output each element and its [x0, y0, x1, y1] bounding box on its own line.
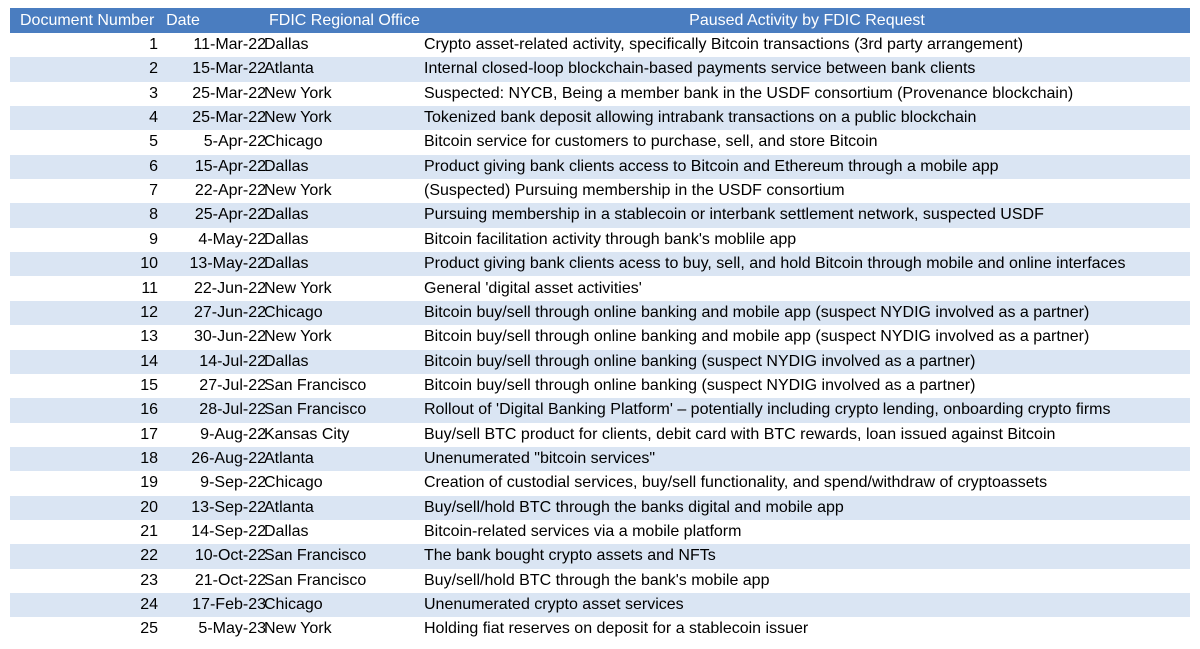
table-header — [10, 8, 1190, 33]
table-row — [10, 544, 1190, 568]
document-number-cell: 10 — [140, 255, 158, 273]
date-cell: 25-Mar-22 — [192, 84, 266, 102]
regional-office-cell: Dallas — [264, 206, 309, 224]
paused-activity-cell: Buy/sell/hold BTC through the banks digital and mobile app — [424, 498, 844, 516]
date-cell: 22-Jun-22 — [193, 279, 266, 297]
date-cell: 14-Jul-22 — [199, 352, 266, 370]
regional-office-cell: Dallas — [264, 255, 309, 273]
regional-office-cell: New York — [264, 620, 332, 638]
paused-activity-cell: Creation of custodial services, buy/sell functionality, and spend/withdraw of cryptoassets — [424, 474, 1048, 492]
paused-activity-cell: Bitcoin service for customers to purchase, sell, and store Bitcoin — [424, 133, 878, 151]
table-row — [10, 33, 1190, 57]
paused-activity-cell: Crypto asset-related activity, specifically Bitcoin transactions (3rd party arrangement) — [424, 36, 1024, 53]
document-number-cell: 15 — [140, 376, 158, 394]
regional-office-cell: Chicago — [264, 303, 323, 321]
date-cell: 21-Oct-22 — [194, 571, 266, 589]
regional-office-cell: Chicago — [264, 474, 323, 492]
regional-office-cell: New York — [264, 182, 332, 200]
regional-office-cell: San Francisco — [264, 401, 367, 419]
paused-activity-cell: Bitcoin buy/sell through online banking (suspect NYDIG involved as a partner) — [424, 376, 976, 394]
paused-activity-cell: Buy/sell BTC product for clients, debit card with BTC rewards, loan issued against Bitcoin — [424, 425, 1056, 443]
table-row — [10, 277, 1190, 301]
date-cell: 11-Mar-22 — [193, 36, 266, 53]
table-row — [10, 423, 1190, 447]
table-row — [10, 179, 1190, 203]
table-row — [10, 252, 1190, 276]
date-cell: 13-May-22 — [189, 255, 266, 273]
date-cell: 5-May-23 — [198, 620, 266, 638]
date-cell: 25-Mar-22 — [192, 109, 266, 127]
paused-activity-cell: Buy/sell/hold BTC through the bank's mobile app — [424, 571, 770, 589]
regional-office-cell: San Francisco — [264, 376, 367, 394]
date-cell: 4-May-22 — [198, 230, 266, 248]
table-row — [10, 82, 1190, 106]
table-row — [10, 130, 1190, 154]
paused-activity-cell: Tokenized bank deposit allowing intrabank transactions on a public blockchain — [424, 109, 977, 127]
document-number-cell: 13 — [140, 328, 158, 346]
table-row — [10, 203, 1190, 227]
document-number-cell: 11 — [141, 279, 158, 297]
regional-office-cell: Dallas — [264, 36, 309, 53]
regional-office-cell: Atlanta — [264, 449, 314, 467]
document-number-cell: 17 — [140, 425, 158, 443]
regional-office-cell: Chicago — [264, 133, 323, 151]
document-number-cell: 4 — [149, 109, 158, 127]
document-number-cell: 9 — [149, 230, 158, 248]
document-number-cell: 2 — [149, 60, 158, 78]
document-number-cell: 19 — [140, 474, 158, 492]
date-cell: 30-Jun-22 — [193, 328, 266, 346]
document-number-cell: 20 — [140, 498, 158, 516]
regional-office-cell: New York — [264, 328, 332, 346]
table-row — [10, 228, 1190, 252]
paused-activity-cell: Holding fiat reserves on deposit for a stablecoin issuer — [424, 620, 809, 638]
date-cell: 9-Aug-22 — [200, 425, 266, 443]
paused-activity-cell: General 'digital asset activities' — [424, 279, 642, 297]
paused-activity-cell: Internal closed-loop blockchain-based payments service between bank clients — [424, 60, 976, 78]
paused-activity-cell: Bitcoin buy/sell through online banking (suspect NYDIG involved as a partner) — [424, 352, 976, 370]
paused-activity-cell: Bitcoin facilitation activity through bank's moblile app — [424, 230, 797, 248]
regional-office-cell: Atlanta — [264, 498, 314, 516]
date-cell: 5-Apr-22 — [203, 133, 266, 151]
document-number-cell: 1 — [149, 36, 158, 53]
document-number-cell: 14 — [140, 352, 158, 370]
date-cell: 15-Apr-22 — [194, 157, 266, 175]
document-number-cell: 7 — [149, 182, 158, 200]
document-number-cell: 22 — [140, 547, 158, 565]
document-number-cell: 3 — [149, 84, 158, 102]
date-cell: 25-Apr-22 — [194, 206, 266, 224]
paused-activity-cell: Unenumerated "bitcoin services" — [424, 449, 656, 467]
date-cell: 26-Aug-22 — [191, 449, 266, 467]
paused-activity-cell: Rollout of 'Digital Banking Platform' – potentially including crypto lending, onboarding crypto firms — [424, 401, 1111, 419]
paused-activity-cell: Suspected: NYCB, Being a member bank in the USDF consortium (Provenance blockchain) — [424, 84, 1074, 102]
document-number-cell: 25 — [140, 620, 158, 638]
table-row — [10, 398, 1190, 422]
regional-office-cell: New York — [264, 109, 332, 127]
table-row — [10, 617, 1190, 641]
table-row — [10, 374, 1190, 398]
date-cell: 15-Mar-22 — [192, 60, 266, 78]
date-cell: 27-Jul-22 — [199, 376, 266, 394]
paused-activity-cell: Bitcoin-related services via a mobile platform — [424, 523, 742, 540]
regional-office-cell: Atlanta — [264, 60, 314, 78]
table-row — [10, 350, 1190, 374]
table-row — [10, 593, 1190, 617]
regional-office-cell: New York — [264, 279, 332, 297]
regional-office-cell: San Francisco — [264, 571, 367, 589]
regional-office-cell: Dallas — [264, 230, 309, 248]
paused-activity-cell: Product giving bank clients access to Bitcoin and Ethereum through a mobile app — [424, 157, 999, 175]
date-cell: 14-Sep-22 — [191, 523, 266, 540]
table-row — [10, 57, 1190, 81]
paused-activity-cell: Bitcoin buy/sell through online banking and mobile app (suspect NYDIG involved as a partner) — [424, 303, 1090, 321]
table-row — [10, 301, 1190, 325]
paused-activity-cell: Bitcoin buy/sell through online banking and mobile app (suspect NYDIG involved as a partner) — [424, 328, 1090, 346]
table-row — [10, 155, 1190, 179]
header-document-number: Document Number — [20, 12, 155, 29]
regional-office-cell: Kansas City — [264, 425, 350, 443]
paused-activity-cell: The bank bought crypto assets and NFTs — [424, 547, 716, 565]
document-number-cell: 23 — [140, 571, 158, 589]
table-row — [10, 520, 1190, 544]
table-row — [10, 325, 1190, 349]
date-cell: 9-Sep-22 — [200, 474, 266, 492]
document-number-cell: 6 — [149, 157, 158, 175]
paused-activity-cell: Unenumerated crypto asset services — [424, 596, 684, 614]
date-cell: 28-Jul-22 — [199, 401, 266, 419]
regional-office-cell: Dallas — [264, 157, 309, 175]
table-row — [10, 106, 1190, 130]
header-date: Date — [166, 12, 200, 29]
document-number-cell: 12 — [140, 303, 158, 321]
table-row — [10, 569, 1190, 593]
table-row — [10, 447, 1190, 471]
header-regional-office: FDIC Regional Office — [269, 12, 420, 29]
paused-activity-cell: Pursuing membership in a stablecoin or interbank settlement network, suspected USDF — [424, 206, 1044, 224]
paused-activity-cell: (Suspected) Pursuing membership in the USDF consortium — [424, 182, 845, 200]
regional-office-cell: New York — [264, 84, 332, 102]
document-number-cell: 21 — [140, 523, 158, 540]
date-cell: 17-Feb-23 — [192, 596, 266, 614]
table-row — [10, 496, 1190, 520]
document-number-cell: 5 — [149, 133, 158, 151]
table-row — [10, 471, 1190, 495]
date-cell: 27-Jun-22 — [193, 303, 266, 321]
date-cell: 22-Apr-22 — [194, 182, 266, 200]
document-number-cell: 16 — [140, 401, 158, 419]
document-number-cell: 24 — [140, 596, 158, 614]
regional-office-cell: Dallas — [264, 352, 309, 370]
regional-office-cell: San Francisco — [264, 547, 367, 565]
document-number-cell: 8 — [149, 206, 158, 224]
header-paused-activity: Paused Activity by FDIC Request — [689, 12, 925, 29]
date-cell: 13-Sep-22 — [191, 498, 266, 516]
date-cell: 10-Oct-22 — [194, 547, 266, 565]
regional-office-cell: Dallas — [264, 523, 309, 540]
document-number-cell: 18 — [140, 449, 158, 467]
paused-activity-cell: Product giving bank clients acess to buy, sell, and hold Bitcoin through mobile and online interfaces — [424, 255, 1126, 273]
regional-office-cell: Chicago — [264, 596, 323, 614]
